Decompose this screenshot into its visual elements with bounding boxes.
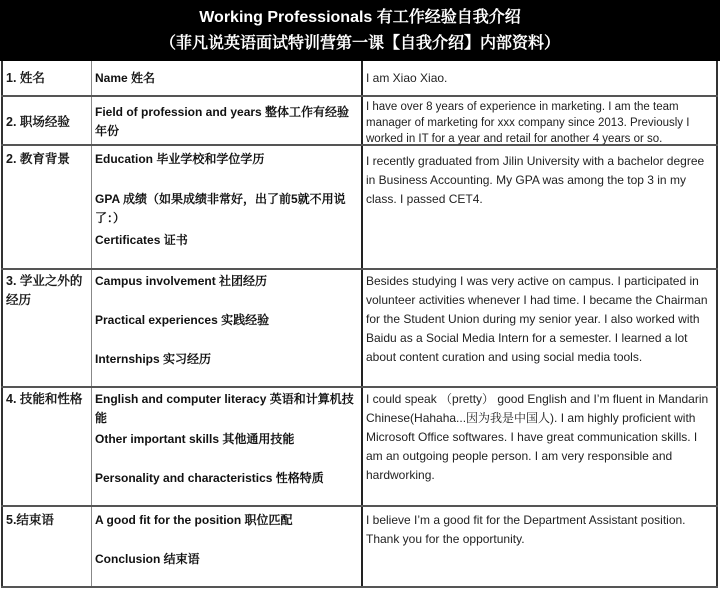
table-row-extracurricular <box>1 270 718 388</box>
table-row-skills <box>1 388 718 507</box>
table-row-education <box>1 146 718 270</box>
prompt: English and computer literacy 英语和计算机技能 <box>95 392 354 425</box>
answer-cell: I believe I’m a good fit for the Department Assistant position. Thank you for the opportunity. <box>363 507 718 586</box>
prompt-cell <box>92 388 363 505</box>
prompt-cell <box>92 146 363 268</box>
prompt-cell <box>92 97 363 144</box>
section-label: 5.结束语 <box>1 507 92 586</box>
prompt: Internships 实习经历 <box>95 352 212 366</box>
answer-cell: I am Xiao Xiao. <box>363 61 718 95</box>
prompt: Name 姓名 <box>95 71 156 85</box>
section-label: 1. 姓名 <box>1 61 92 95</box>
prompt: GPA 成绩（如果成绩非常好，出了前5就不用说了：） <box>95 192 346 225</box>
prompt: Conclusion 结束语 <box>95 552 200 566</box>
prompt: Practical experiences 实践经验 <box>95 313 270 327</box>
section-label: 2. 职场经验 <box>1 97 92 144</box>
answer-cell: I recently graduated from Jilin University with a bachelor degree in Business Accounting. My GPA was among the top 3 in my class. I passed CET4. <box>363 146 718 268</box>
title-line-1: Working Professionals 有工作经验自我介绍 <box>199 9 521 26</box>
document-header <box>0 0 720 61</box>
prompt-cell <box>92 507 363 586</box>
prompt: Other important skills 其他通用技能 <box>95 432 295 446</box>
section-label: 2. 教育背景 <box>1 146 92 268</box>
section-label: 3. 学业之外的经历 <box>1 270 92 386</box>
prompt-cell <box>92 270 363 386</box>
prompt-cell <box>92 61 363 95</box>
prompt: Field of profession and years 整体工作有经验年份 <box>95 105 350 138</box>
section-label: 4. 技能和性格 <box>1 388 92 505</box>
prompt: A good fit for the position 职位匹配 <box>95 513 293 527</box>
answer-cell: I could speak （pretty） good English and I’m fluent in Mandarin Chinese(Hahaha...因为我是中国人). I am highly proficient with Microsoft Office softwares. I have great communication skills. I am an outgoing people person. I am very responsible and hardworking. <box>363 388 718 505</box>
table-row-name <box>1 61 718 97</box>
prompt: Education 毕业学校和学位学历 <box>95 152 265 166</box>
table-row-experience <box>1 97 718 146</box>
prompt: Personality and characteristics 性格特质 <box>95 471 324 485</box>
title-line-2: （菲凡说英语面试特训营第一课【自我介绍】内部资料） <box>159 35 560 52</box>
answer-cell: Besides studying I was very active on campus. I participated in volunteer activities whenever I had time. I became the Chairman for the Student Union during my senior year. I also worked with Baidu as a Social Media Intern for a semester. I learned a lot about content curation and using social media tools. <box>363 270 718 386</box>
prompt: Campus involvement 社团经历 <box>95 274 268 288</box>
table-row-conclusion <box>1 507 718 588</box>
prompt: Certificates 证书 <box>95 233 188 247</box>
answer-cell: I have over 8 years of experience in marketing. I am the team manager of marketing for xxx company since 2013. Previously I worked in IT for a year and retail for another 4 years or so. <box>363 97 718 144</box>
